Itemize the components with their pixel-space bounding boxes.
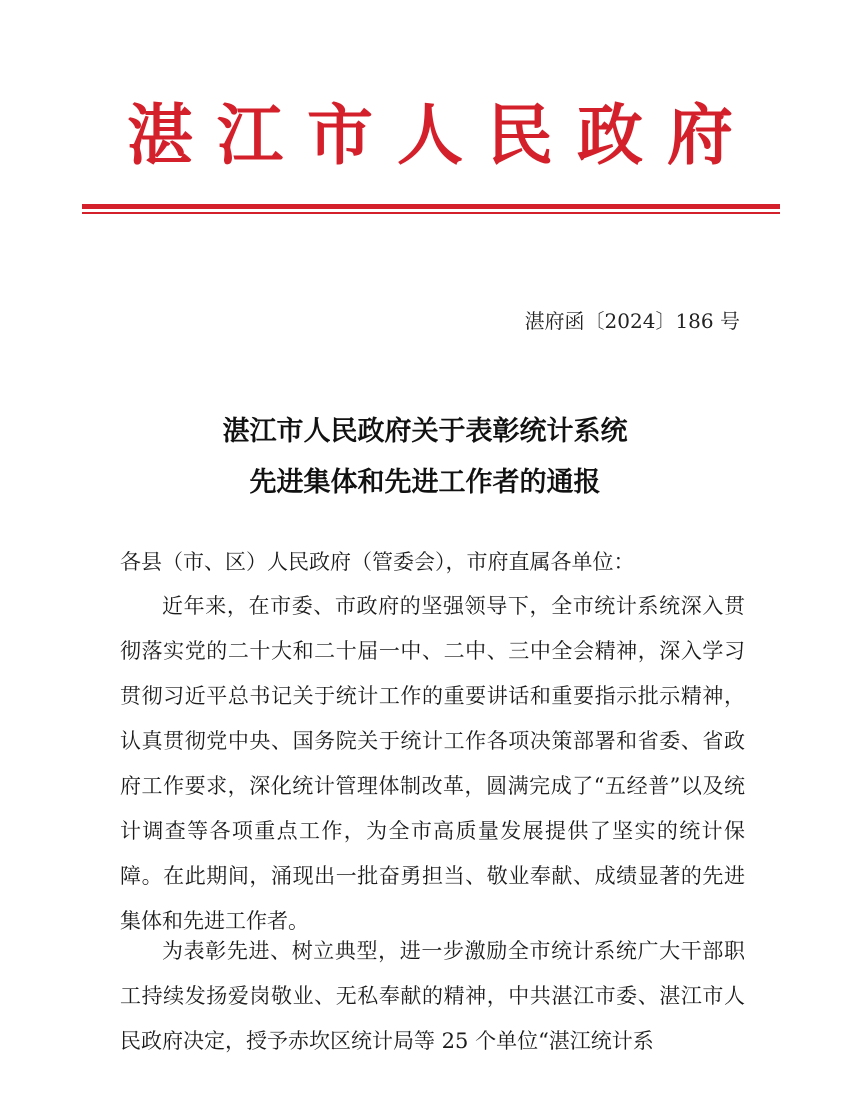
red-divider-thin [82,212,780,214]
issuer-masthead: 湛江市人民政府 [127,96,757,174]
document-title-line-1: 湛江市人民政府关于表彰统计系统 [222,416,628,447]
body-paragraph-2: 为表彰先进、树立典型，进一步激励全市统计系统广大干部职工持续发扬爱岗敬业、无私奉献的精神，中共湛江市委、湛江市人民政府决定，授予赤坎区统计局等 25 个单位“湛江统计系 [120,939,745,1053]
body-paragraph-1: 近年来，在市委、市政府的坚强领导下，全市统计系统深入贯彻落实党的二十大和二十届一中、二中、三中全会精神，深入学习贯彻习近平总书记关于统计工作的重要讲话和重要指示批示精神，认真贯彻党中央、国务院关于统计工作各项决策部署和省委、省政府工作要求，深化统计管理体制改革，圆满完成了“五经普”以及统计调查等各项重点工作，为全市高质量发展提供了坚实的统计保障。在此期间，涌现出一批奋勇担当、敬业奉献、成绩显著的先进集体和先进工作者。 [120,594,745,933]
document-number: 湛府函〔2024〕186 号 [524,309,740,333]
red-divider-thick [82,204,780,209]
salutation: 各县（市、区）人民政府（管委会），市府直属各单位： [120,550,635,574]
document-title-line-2: 先进集体和先进工作者的通报 [249,467,601,498]
